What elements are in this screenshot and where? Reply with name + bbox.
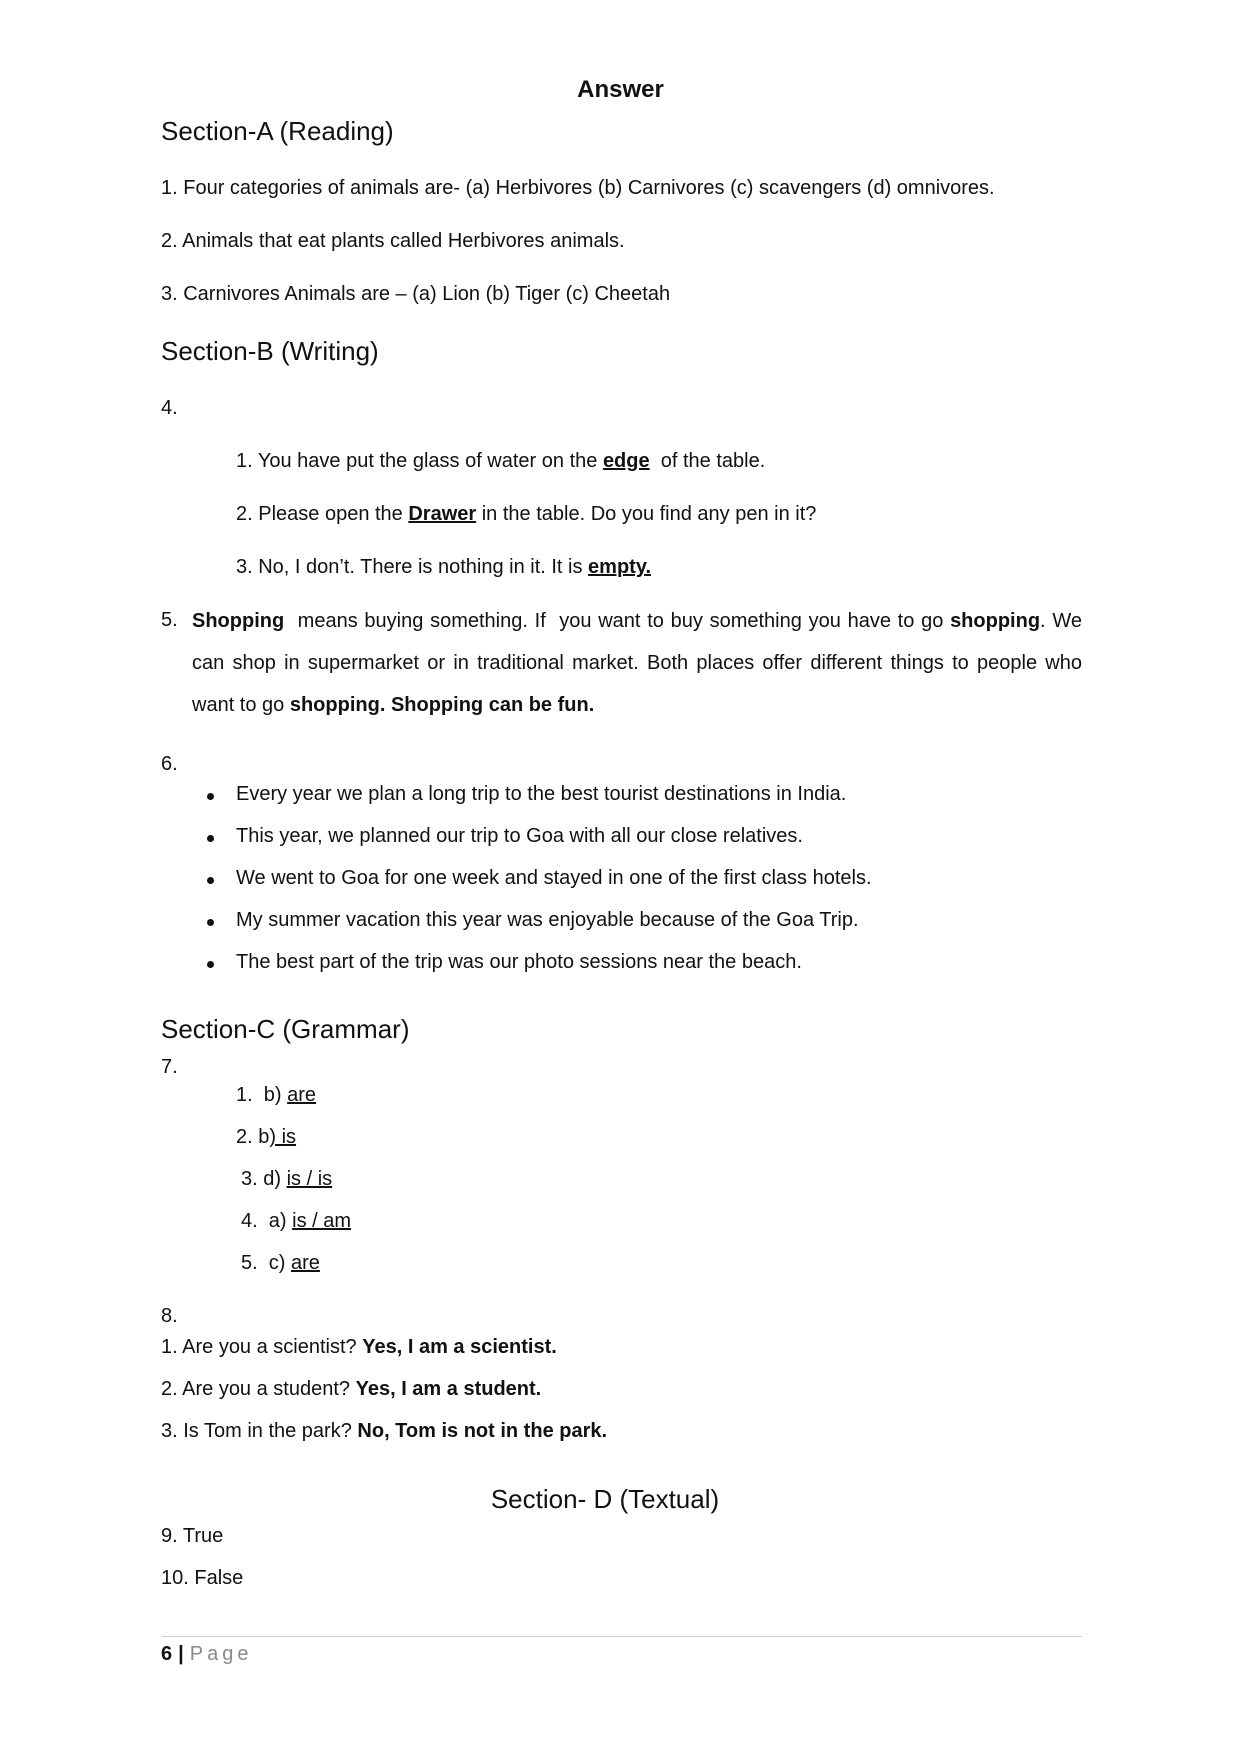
answer-6-bullet-1: Every year we plan a long trip to the best tourist destinations in India. — [236, 783, 847, 805]
answer-6-bullet-3: We went to Goa for one week and stayed in one of the first class hotels. — [236, 867, 872, 889]
sentence-text: 2. Please open the — [236, 503, 409, 525]
answer-8-item-2 — [161, 1378, 541, 1401]
answer-1: 1. Four categories of animals are- (a) Herbivores (b) Carnivores (c) scavengers (d) omnivores. — [161, 177, 995, 199]
page-footer — [161, 1643, 252, 1666]
answer-7-item-1 — [236, 1084, 316, 1107]
answer-7-item-4 — [241, 1210, 351, 1233]
bold-phrase: shopping. Shopping can be fun. — [289, 694, 595, 716]
item-question: 2. Are you a student? — [161, 1378, 356, 1400]
question-6-number: 6. — [161, 753, 178, 775]
page-title: Answer — [577, 76, 664, 103]
bullet-icon — [207, 877, 214, 884]
item-answer: ) is — [269, 1126, 297, 1148]
answer-word-drawer: Drawer — [408, 503, 477, 525]
question-4-number: 4. — [161, 397, 178, 419]
answer-10: 10. False — [161, 1567, 244, 1589]
bullet-icon — [207, 793, 214, 800]
answer-4-sentence-3 — [236, 556, 651, 579]
item-answer: Yes, I am a student. — [355, 1378, 542, 1400]
item-answer: is / is — [286, 1168, 333, 1190]
item-question: 1. Are you a scientist? — [161, 1336, 363, 1358]
answer-7-item-5 — [241, 1252, 320, 1275]
answer-word-edge: edge — [602, 450, 650, 472]
item-answer: Yes, I am a scientist. — [362, 1336, 557, 1358]
item-label: 5. c) — [241, 1252, 292, 1274]
sentence-text: of the table. — [649, 450, 766, 472]
answer-4-sentence-2 — [236, 503, 816, 526]
section-b-heading: Section-B (Writing) — [161, 336, 379, 366]
item-label: 3. d) — [241, 1168, 287, 1190]
section-a-heading: Section-A (Reading) — [161, 116, 394, 146]
answer-6-bullet-2: This year, we planned our trip to Goa with all our close relatives. — [236, 825, 803, 847]
answer-5-paragraph — [192, 600, 1082, 726]
bold-word: shopping — [950, 610, 1041, 632]
footer-divider — [162, 1636, 1082, 1637]
page-number: 6 — [161, 1643, 173, 1665]
answer-4-sentence-1 — [236, 450, 765, 473]
item-answer: is / am — [292, 1210, 352, 1232]
answer-3: 3. Carnivores Animals are – (a) Lion (b) Tiger (c) Cheetah — [161, 283, 671, 305]
bold-word: Shopping — [192, 610, 285, 632]
item-question: 3. Is Tom in the park? — [161, 1420, 358, 1442]
paragraph-text: . We can shop in supermarket or in traditional market. Both places offer different things to people who want to go — [192, 610, 1082, 716]
question-5-number: 5. — [161, 609, 178, 631]
item-label: 1. b) — [236, 1084, 288, 1106]
sentence-text: in the table. Do you find any pen in it? — [476, 503, 817, 525]
answer-7-item-2 — [236, 1126, 296, 1149]
answer-2: 2. Animals that eat plants called Herbivores animals. — [161, 230, 625, 252]
section-d-heading: Section- D (Textual) — [490, 1484, 720, 1514]
page-separator: | — [178, 1643, 184, 1665]
item-answer: No, Tom is not in the park. — [357, 1420, 608, 1442]
answer-6-bullet-5: The best part of the trip was our photo sessions near the beach. — [236, 951, 802, 973]
item-label: 4. a) — [241, 1210, 293, 1232]
bullet-icon — [207, 961, 214, 968]
page-label: Page — [189, 1643, 253, 1665]
sentence-text: 3. No, I don’t. There is nothing in it. It is — [236, 556, 589, 578]
paragraph-text: means buying something. If you want to buy something you have to go — [284, 610, 951, 632]
answer-6-bullet-4: My summer vacation this year was enjoyable because of the Goa Trip. — [236, 909, 859, 931]
answer-8-item-3 — [161, 1420, 607, 1443]
question-8-number: 8. — [161, 1305, 178, 1327]
bullet-icon — [207, 919, 214, 926]
sentence-text: 1. You have put the glass of water on the — [236, 450, 603, 472]
section-c-heading: Section-C (Grammar) — [161, 1014, 410, 1044]
answer-word-empty: empty. — [588, 556, 652, 578]
answer-9: 9. True — [161, 1525, 224, 1547]
answer-7-item-3 — [241, 1168, 332, 1191]
question-7-number: 7. — [161, 1056, 178, 1078]
bullet-icon — [207, 835, 214, 842]
item-answer: are — [291, 1252, 320, 1274]
answer-8-item-1 — [161, 1336, 557, 1359]
item-label: 2. b — [236, 1126, 270, 1148]
item-answer: are — [287, 1084, 317, 1106]
